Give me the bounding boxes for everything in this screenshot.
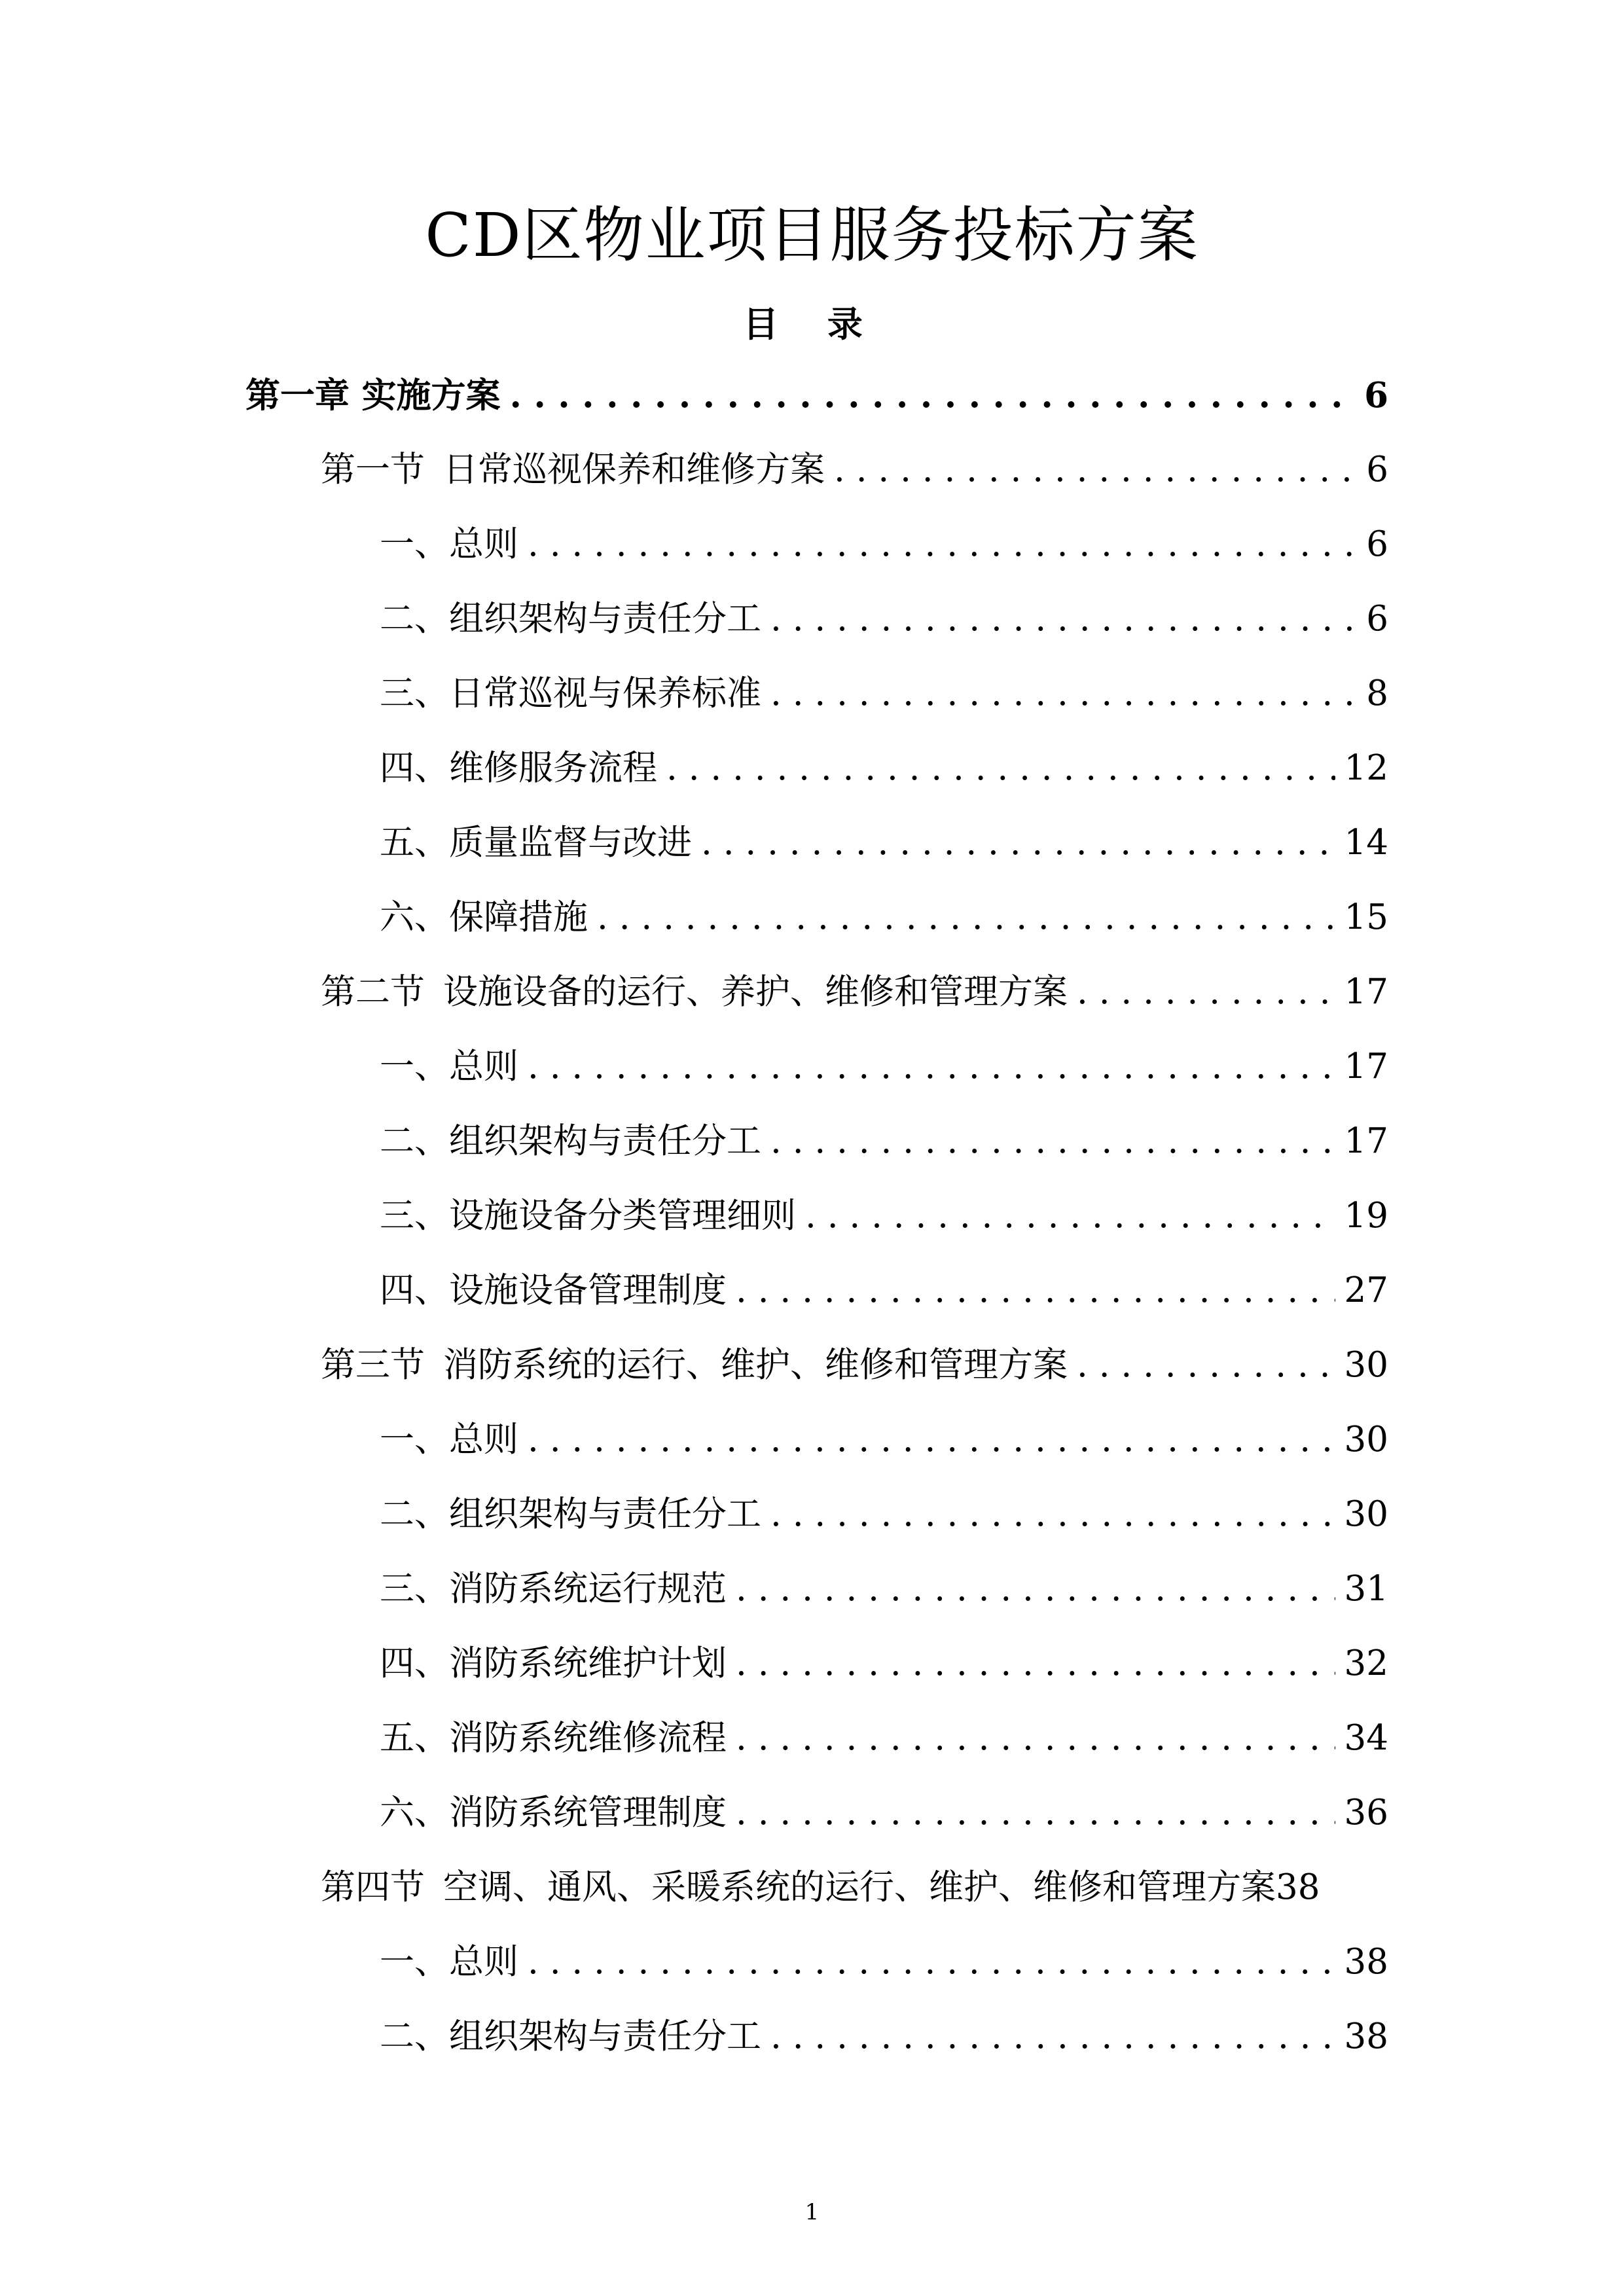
toc-entry-page: 8: [1366, 673, 1388, 713]
toc-entry-number: 六、: [380, 1793, 449, 1833]
toc-dot-leader: [666, 738, 1335, 798]
toc-entry-page: 38: [1344, 2017, 1388, 2056]
toc-entry-number: 三、: [380, 1569, 449, 1609]
toc-entry-item[interactable]: [0, 1932, 1624, 2007]
toc-entry-section[interactable]: [0, 962, 1624, 1037]
toc-entry-label: 消防系统管理制度: [449, 1793, 727, 1833]
toc-entry-label: 组织架构与责任分工: [449, 599, 761, 639]
toc-entry-number: 二、: [380, 1121, 449, 1161]
toc-entry-page: 38: [1276, 1867, 1320, 1907]
toc-entry-label: 第一章 实施方案: [245, 375, 501, 416]
toc-entry-label: 设施设备分类管理细则: [449, 1196, 796, 1236]
toc-entry-section[interactable]: [0, 1857, 1624, 1932]
toc-dot-leader: [736, 1708, 1335, 1768]
toc-entry-item[interactable]: [0, 1186, 1624, 1261]
toc-entry-number: 四、: [380, 1643, 449, 1683]
toc-dot-leader: [770, 589, 1353, 649]
toc-entry-number: 第二节: [321, 972, 425, 1012]
toc-entry-item[interactable]: [0, 1261, 1624, 1335]
toc-entry-item[interactable]: [0, 1559, 1624, 1634]
toc-entry-number: 三、: [380, 673, 449, 713]
toc-dot-leader: [834, 440, 1353, 500]
toc-entry-section[interactable]: [0, 1335, 1624, 1410]
page-number: 1: [804, 2199, 820, 2225]
toc-entry-number: 第三节: [321, 1345, 425, 1385]
toc-entry-page: 27: [1344, 1270, 1388, 1310]
toc-entry-item[interactable]: [0, 813, 1624, 888]
toc-entry-page: 14: [1344, 823, 1388, 863]
toc-entry-item[interactable]: [0, 1783, 1624, 1857]
toc-entry-label: 设施设备管理制度: [449, 1270, 727, 1310]
toc-entry-label: 总则: [449, 1047, 518, 1086]
toc-entry-number: 一、: [380, 1047, 449, 1086]
toc-entry-number: 第四节: [321, 1867, 425, 1907]
toc-entry-page: 6: [1364, 375, 1388, 416]
toc-entry-item[interactable]: [0, 738, 1624, 813]
toc-entry-page: 12: [1344, 748, 1388, 788]
toc-heading: 目 录: [743, 303, 881, 345]
toc-entry-number: 六、: [380, 897, 449, 937]
toc-entry-number: 二、: [380, 1494, 449, 1534]
toc-entry-number: 四、: [380, 1270, 449, 1310]
toc-entry-label: 消防系统的运行、维护、维修和管理方案: [443, 1345, 1068, 1385]
toc-entry-number: 一、: [380, 1420, 449, 1460]
toc-entry-label: 组织架构与责任分工: [449, 2017, 761, 2056]
toc-entry-number: 一、: [380, 524, 449, 564]
toc-entry-item[interactable]: [0, 1634, 1624, 1708]
toc-entry-page: 15: [1344, 897, 1388, 937]
toc-dot-leader: [736, 1559, 1335, 1619]
toc-entry-label: 消防系统维护计划: [449, 1643, 727, 1683]
toc-dot-leader: [736, 1634, 1335, 1694]
toc-dot-leader: [770, 1111, 1335, 1172]
toc-dot-leader: [736, 1261, 1335, 1321]
table-of-contents: [0, 365, 1624, 2081]
toc-dot-leader: [805, 1186, 1335, 1246]
toc-dot-leader: [1077, 962, 1335, 1022]
toc-entry-label: 消防系统运行规范: [449, 1569, 727, 1609]
toc-entry-label: 总则: [449, 524, 518, 564]
toc-dot-leader: [597, 888, 1335, 948]
toc-entry-page: 17: [1344, 972, 1388, 1012]
toc-entry-page: 32: [1344, 1643, 1388, 1683]
toc-entry-item[interactable]: [0, 1484, 1624, 1559]
document-title: CD区物业项目服务投标方案: [425, 200, 1199, 270]
toc-entry-label: 质量监督与改进: [449, 823, 692, 863]
toc-dot-leader: [770, 1484, 1335, 1545]
toc-entry-label: 消防系统维修流程: [449, 1718, 727, 1758]
toc-entry-page: 30: [1344, 1345, 1388, 1385]
toc-entry-page: 31: [1344, 1569, 1388, 1609]
toc-entry-page: 6: [1366, 450, 1388, 490]
toc-entry-item[interactable]: [0, 1111, 1624, 1186]
toc-entry-number: 一、: [380, 1942, 449, 1982]
toc-entry-page: 38: [1344, 1942, 1388, 1982]
toc-entry-label: 设施设备的运行、养护、维修和管理方案: [443, 972, 1068, 1012]
toc-entry-item[interactable]: [0, 2007, 1624, 2081]
toc-entry-label: 组织架构与责任分工: [449, 1121, 761, 1161]
toc-entry-label: 保障措施: [449, 897, 588, 937]
toc-entry-item[interactable]: [0, 888, 1624, 962]
toc-entry-label: 维修服务流程: [449, 748, 657, 788]
toc-dot-leader: [528, 1410, 1335, 1470]
toc-entry-item[interactable]: [0, 664, 1624, 738]
toc-dot-leader: [528, 1932, 1335, 1992]
toc-entry-number: 五、: [380, 1718, 449, 1758]
toc-entry-label: 总则: [449, 1942, 518, 1982]
toc-entry-item[interactable]: [0, 1037, 1624, 1111]
toc-entry-page: 6: [1366, 599, 1388, 639]
toc-entry-number: 第一节: [321, 450, 425, 490]
toc-entry-label: 总则: [449, 1420, 518, 1460]
toc-entry-number: 五、: [380, 823, 449, 863]
toc-entry-item[interactable]: [0, 589, 1624, 664]
toc-dot-leader: [509, 365, 1353, 425]
toc-entry-page: 30: [1344, 1420, 1388, 1460]
toc-entry-page: 17: [1344, 1121, 1388, 1161]
toc-entry-number: 二、: [380, 2017, 449, 2056]
toc-entry-number: 三、: [380, 1196, 449, 1236]
toc-entry-item[interactable]: [0, 1708, 1624, 1783]
toc-dot-leader: [1077, 1335, 1335, 1395]
toc-entry-label: 日常巡视与保养标准: [449, 673, 761, 713]
toc-dot-leader: [701, 813, 1335, 873]
toc-entry-label: 组织架构与责任分工: [449, 1494, 761, 1534]
toc-entry-page: 36: [1344, 1793, 1388, 1833]
toc-entry-section[interactable]: [0, 440, 1624, 514]
toc-entry-item[interactable]: [0, 514, 1624, 589]
toc-entry-item[interactable]: [0, 1410, 1624, 1484]
toc-entry-number: 四、: [380, 748, 449, 788]
toc-dot-leader: [528, 514, 1353, 575]
toc-dot-leader: [770, 664, 1353, 724]
toc-entry-page: 34: [1344, 1718, 1388, 1758]
toc-entry-page: 19: [1344, 1196, 1388, 1236]
toc-entry-label: 日常巡视保养和维修方案: [443, 450, 825, 490]
toc-entry-page: 30: [1344, 1494, 1388, 1534]
toc-entry-number: 二、: [380, 599, 449, 639]
toc-entry-page: 17: [1344, 1047, 1388, 1086]
toc-entry-chapter[interactable]: [0, 365, 1624, 440]
toc-entry-page: 6: [1366, 524, 1388, 564]
toc-entry-label: 空调、通风、采暖系统的运行、维护、维修和管理方案: [443, 1867, 1276, 1907]
toc-dot-leader: [736, 1783, 1335, 1843]
toc-dot-leader: [770, 2007, 1335, 2067]
toc-dot-leader: [528, 1037, 1335, 1097]
